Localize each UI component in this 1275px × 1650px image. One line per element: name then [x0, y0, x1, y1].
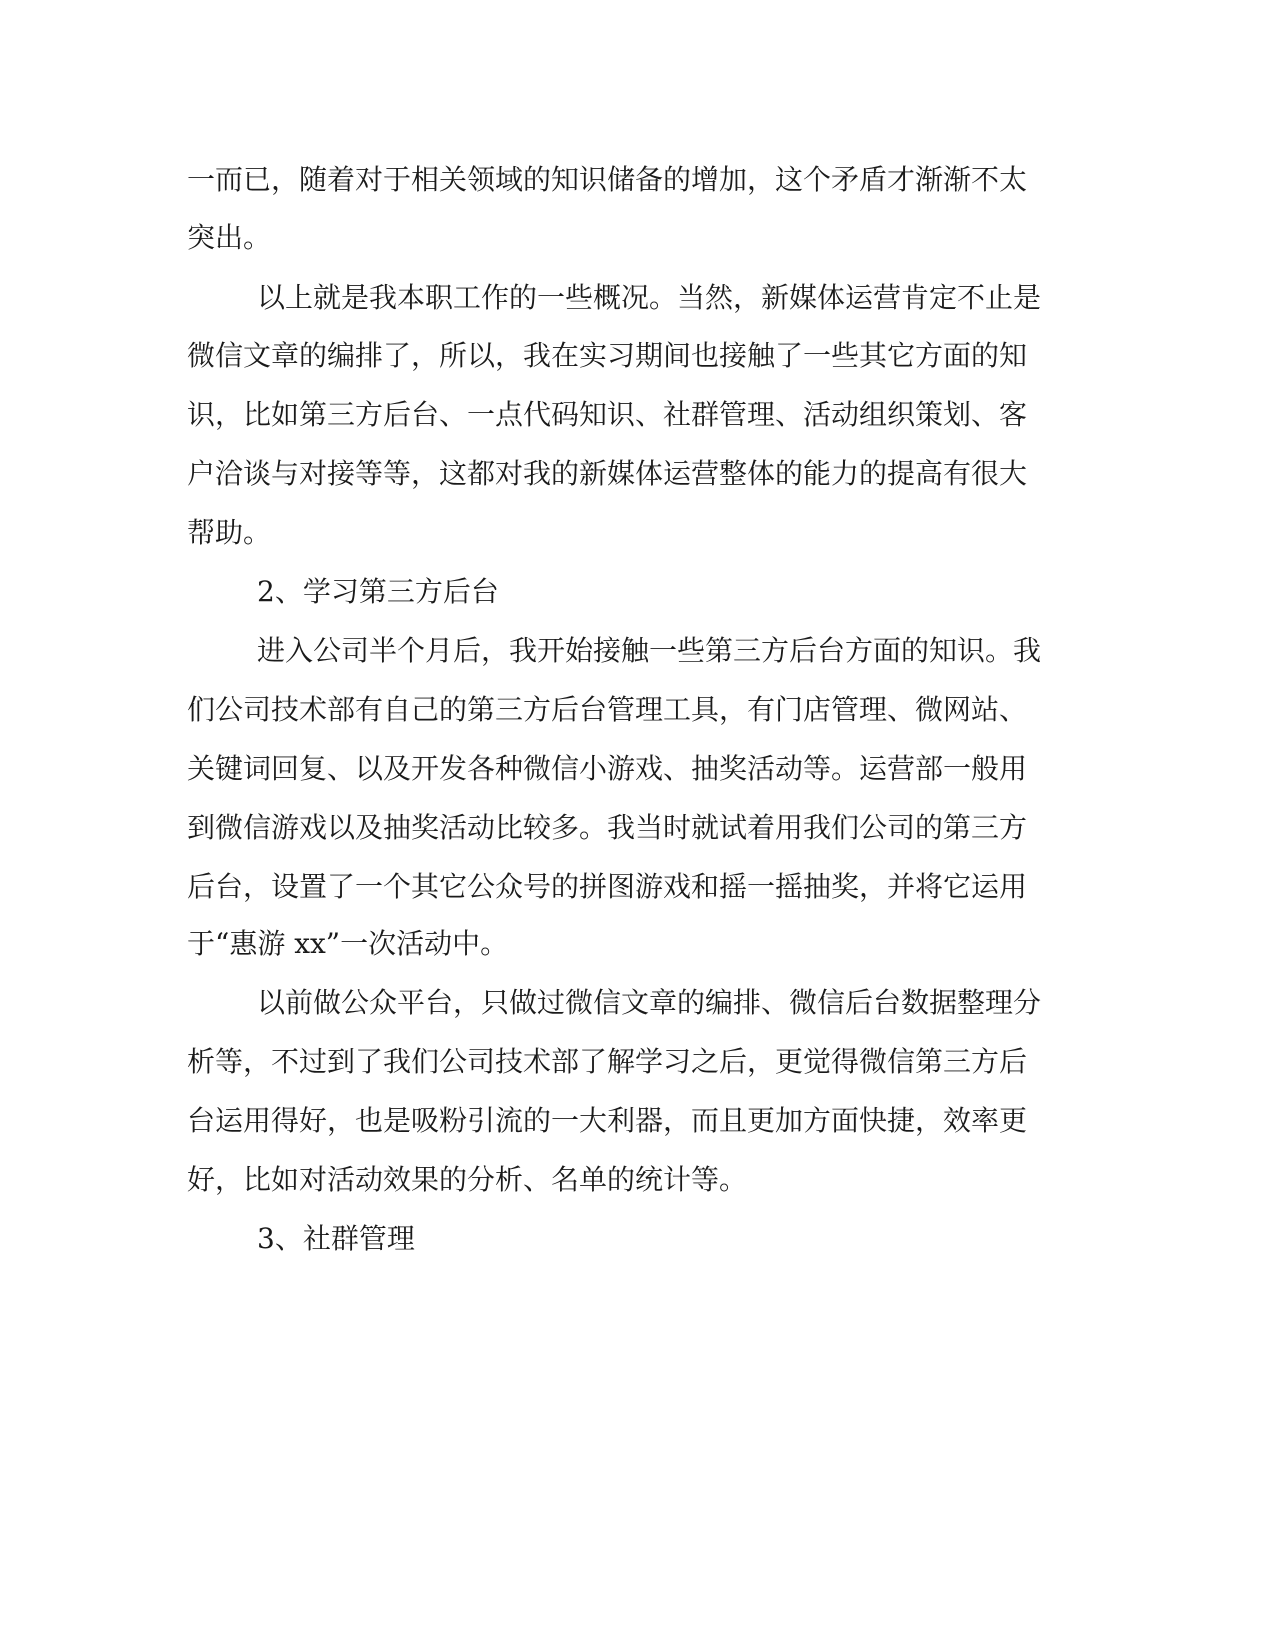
text-line: 于“惠游 xx”一次活动中。: [187, 927, 509, 960]
text-line: 后台，设置了一个其它公众号的拼图游戏和摇一摇抽奖，并将它运用: [187, 870, 1028, 903]
text-line: 突出。: [187, 221, 272, 254]
text-line: 好，比如对活动效果的分析、名单的统计等。: [187, 1163, 748, 1196]
document-body: [187, 0, 1087, 1650]
text-line: 微信文章的编排了，所以，我在实习期间也接触了一些其它方面的知: [187, 339, 1028, 372]
paragraph-start-line: 进入公司半个月后，我开始接触一些第三方后台方面的知识。我: [257, 634, 1042, 667]
text-line: 关键词回复、以及开发各种微信小游戏、抽奖活动等。运营部一般用: [187, 752, 1028, 785]
text-line: 到微信游戏以及抽奖活动比较多。我当时就试着用我们公司的第三方: [187, 811, 1028, 844]
text-line: 识，比如第三方后台、一点代码知识、社群管理、活动组织策划、客: [187, 398, 1028, 431]
text-line: 帮助。: [187, 516, 272, 549]
text-line: 析等，不过到了我们公司技术部了解学习之后，更觉得微信第三方后: [187, 1045, 1028, 1078]
text-line: 一而已，随着对于相关领域的知识储备的增加，这个矛盾才渐渐不太: [187, 163, 1028, 196]
text-line: 台运用得好，也是吸粉引流的一大利器，而且更加方面快捷，效率更: [187, 1104, 1028, 1137]
text-line: 户洽谈与对接等等，这都对我的新媒体运营整体的能力的提高有很大: [187, 457, 1028, 490]
section-heading: 3、社群管理: [257, 1222, 415, 1255]
paragraph-start-line: 以上就是我本职工作的一些概况。当然，新媒体运营肯定不止是: [257, 281, 1042, 314]
section-heading: 2、学习第三方后台: [257, 575, 499, 608]
text-line: 们公司技术部有自己的第三方后台管理工具，有门店管理、微网站、: [187, 693, 1028, 726]
paragraph-start-line: 以前做公众平台，只做过微信文章的编排、微信后台数据整理分: [257, 986, 1042, 1019]
